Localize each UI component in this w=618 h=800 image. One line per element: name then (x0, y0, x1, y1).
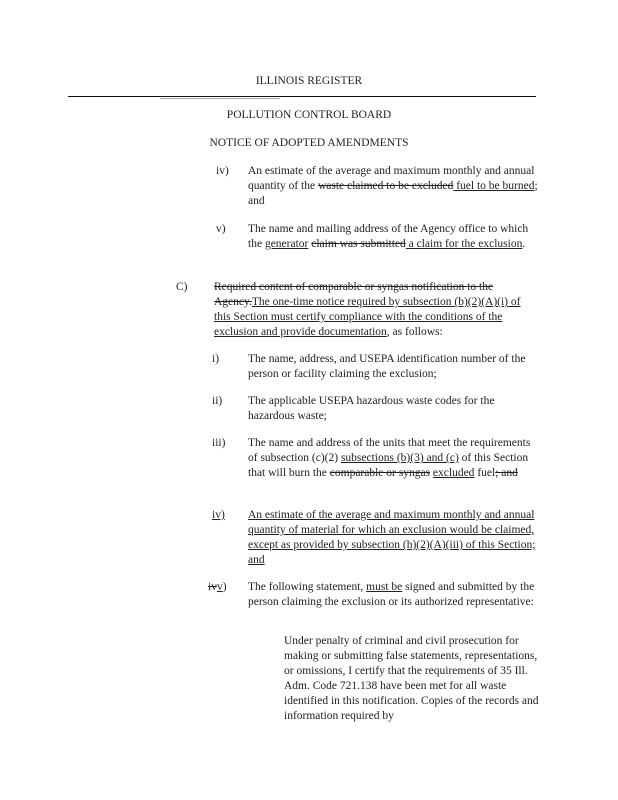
added-text: The one-time notice required by subsection (b)(2)(A)(i) of this Section must certify compliance with the conditions of the exclusion and provide documentation (214, 296, 521, 338)
register-title: ILLINOIS REGISTER (255, 75, 363, 87)
item-iv-top-number: iv) (216, 165, 229, 177)
item-c-number: C) (176, 281, 188, 293)
added-text: v (216, 581, 223, 593)
text-span: ) (222, 581, 227, 593)
text-span: of this Section that will burn the (248, 452, 529, 479)
deleted-text: iv (208, 581, 217, 593)
item-i-text: The name, address, and USEPA identification number of the person or facility claiming the exclusion; (248, 353, 526, 380)
board-title: POLLUTION CONTROL BOARD (226, 109, 392, 121)
deleted-text: comparable or syngas (329, 467, 431, 479)
deleted-text: Required content of comparable or syngas notification to the Agency. (214, 281, 494, 308)
deleted-text: waste claimed to be excluded (317, 180, 454, 192)
item-iv-new-text: An estimate of the average and maximum monthly and annual quantity of material for which an exclusion would be claimed, except as provided by subsection (h)(2)(A)(iii) of this Section; and (248, 509, 536, 566)
text-span: , as follows: (386, 326, 443, 338)
text-span: signed and submitted by the person claiming the exclusion or its authorized representative: (248, 581, 535, 608)
text-span: The following statement, (248, 581, 367, 593)
added-text: must be (366, 581, 403, 593)
item-i-number: i) (212, 353, 220, 365)
added-text: generator (264, 238, 309, 250)
text-span: fuel (474, 467, 496, 479)
text-span: An estimate of the average and maximum monthly and annual quantity of the (248, 165, 535, 192)
item-v-top-number: v) (216, 223, 226, 235)
added-text: a claim for the exclusion (405, 238, 523, 250)
text-span: The name and mailing address of the Agency office to which the (248, 223, 529, 250)
notice-title: NOTICE OF ADOPTED AMENDMENTS (209, 137, 409, 149)
item-iii-number: iii) (212, 437, 226, 449)
text-span: ; and (248, 180, 538, 207)
added-text: subsections (b)(3) and (c) (340, 452, 459, 464)
added-text: fuel to be burned (453, 180, 535, 192)
added-text: excluded (432, 467, 475, 479)
item-v-new-number (208, 580, 227, 595)
item-iii-text (248, 436, 540, 481)
header-rule (68, 96, 536, 97)
item-ii-text: The applicable USEPA hazardous waste codes for the hazardous waste; (248, 395, 495, 422)
deleted-text: ; and (495, 467, 518, 479)
item-iv-top-text (248, 164, 540, 209)
deleted-text: claim was submitted (311, 238, 406, 250)
certification-statement: Under penalty of criminal and civil prosecution for making or submitting false statements, representations, or omissions, I certify that the requirements of 35 Ill. Adm. Code 721.138 have been met for all waste identified in this notification. Copies of the records and information required by (284, 635, 539, 722)
text-span: . (522, 238, 526, 250)
item-v-top-text (248, 222, 540, 252)
item-c-text (214, 280, 532, 340)
item-iv-new-number: iv) (212, 509, 225, 521)
text-span: The name and address of the units that meet the requirements of subsection (c)(2) (248, 437, 531, 464)
item-v-new-text (248, 580, 538, 610)
item-ii-number: ii) (212, 395, 223, 407)
header-rule-faint (160, 98, 280, 99)
